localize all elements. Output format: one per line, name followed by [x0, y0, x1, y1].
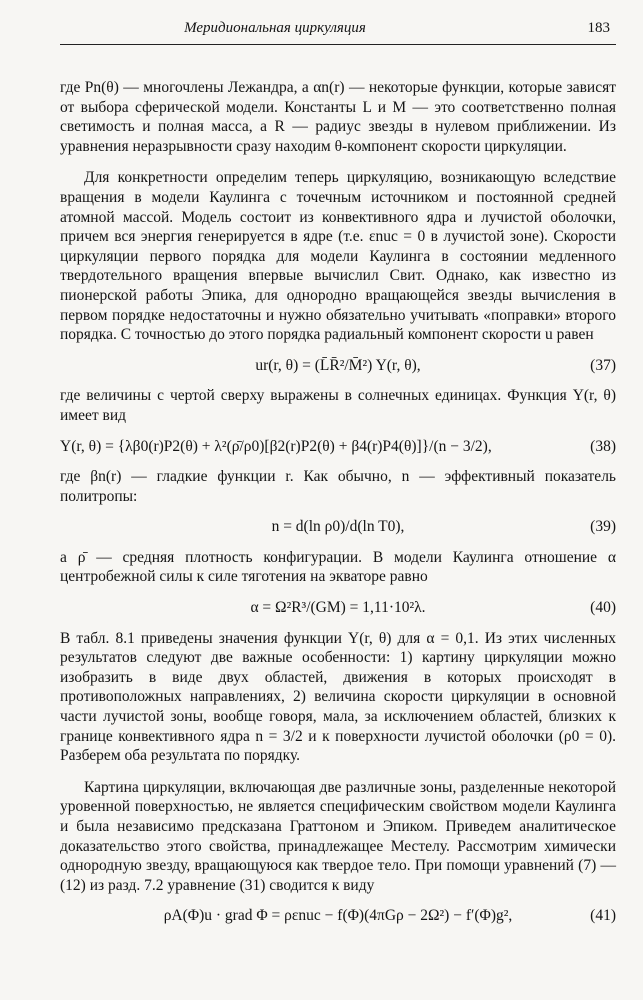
paragraph-polytrope: где βn(r) — гладкие функции r. Как обычно, n — эффективный показатель политропы: [60, 468, 616, 505]
equation-39-formula: n = d(ln ρ0)/d(ln T0), [271, 518, 405, 536]
equation-41-formula: ρA(Φ)u · grad Φ = ρεnuc − f(Φ)(4πGρ − 2Ω²) − f′(Φ)g², [163, 907, 513, 925]
page-number: 183 [587, 20, 610, 36]
equation-38 [60, 437, 616, 457]
running-title: Меридиональная циркуляция [184, 20, 366, 36]
equation-41 [60, 906, 616, 926]
equation-38-formula: Y(r, θ) = {λβ0(r)P2(θ) + λ²(ρ̄/ρ0)[β2(r)P2(θ) + β4(r)P4(θ)]}/(n − 3/2), [60, 437, 492, 455]
paragraph-cowling-model: Для конкретности определим теперь циркуляцию, возникающую вследствие вращения в модели Каулинга с точечным источником и постоянной средней атомной массой. Модель состоит из конвективного ядра и лучистой оболочки, причем вся энергия генерируется в ядре (т.е. εnuc = 0 в лучистой зоне). Скорости циркуляции первого порядка для модели Каулинга в состоянии медленного твердотельного вращения впервые вычислил Свит. Однако, как известно из пионерской работы Эпика, для однородно вращающейся звезды вычисления в первом порядке недостаточны и нужно обязательно учитывать «поправки» второго порядка. С точностью до этого порядка радиальный компонент скорости u равен [60, 169, 616, 344]
equation-41-number: (41) [590, 907, 616, 925]
equation-39-number: (39) [590, 518, 616, 536]
paragraph-table-results: В табл. 8.1 приведены значения функции Y(r, θ) для α = 0,1. Из этих численных результатов следуют две важные особенности: 1) картину циркуляции можно изобразить в виде двух областей, движения в которых происходят в противоположных направлениях, 2) величина скорости циркуляции в основной части лучистой зоны, вообще говоря, мала, за исключением областей, близких к границе конвективного ядра n = 3/2 и к поверхности лучистой оболочки (ρ0 = 0). Разберем оба результата по порядку. [60, 629, 616, 765]
equation-38-number: (38) [590, 437, 616, 455]
paragraph-solar-units: где величины с чертой сверху выражены в солнечных единицах. Функция Y(r, θ) имеет вид [60, 387, 616, 424]
paragraph-mean-density: а ρ̄ — средняя плотность конфигурации. В модели Каулинга отношение α центробежной силы к силе тяготения на экваторе равно [60, 548, 616, 586]
equation-40-number: (40) [590, 599, 616, 617]
equation-40 [60, 598, 616, 618]
page-header [60, 18, 616, 45]
paragraph-legendre: где Pn(θ) — многочлены Лежандра, а αn(r) — некоторые функции, которые зависят от выбора сферической модели. Константы L и M — это соответственно полная светимость и полная масса, а R — радиус звезды в нулевом приближении. Из уравнения неразрывности сразу находим θ-компонент скорости циркуляции. [60, 79, 616, 155]
equation-39 [60, 517, 616, 537]
page-body [60, 78, 616, 937]
equation-37 [60, 356, 616, 376]
equation-37-number: (37) [590, 356, 616, 374]
equation-40-formula: α = Ω²R³/(GM) = 1,11·10²λ. [250, 599, 426, 617]
paragraph-two-zones: Картина циркуляции, включающая две различные зоны, разделенные некоторой уровенной поверхностью, не является специфическим свойством модели Каулинга и была независимо предсказана Граттоном и Эпиком. Приведем аналитическое доказательство этого свойства, принадлежащее Местелу. Рассмотрим химически однородную звезду, вращающуюся как твердое тело. При помощи уравнений (7) — (12) из разд. 7.2 уравнение (31) сводится к виду [60, 778, 616, 894]
equation-37-formula: ur(r, θ) = (L̄R̄²/M̄²) Y(r, θ), [255, 356, 421, 374]
